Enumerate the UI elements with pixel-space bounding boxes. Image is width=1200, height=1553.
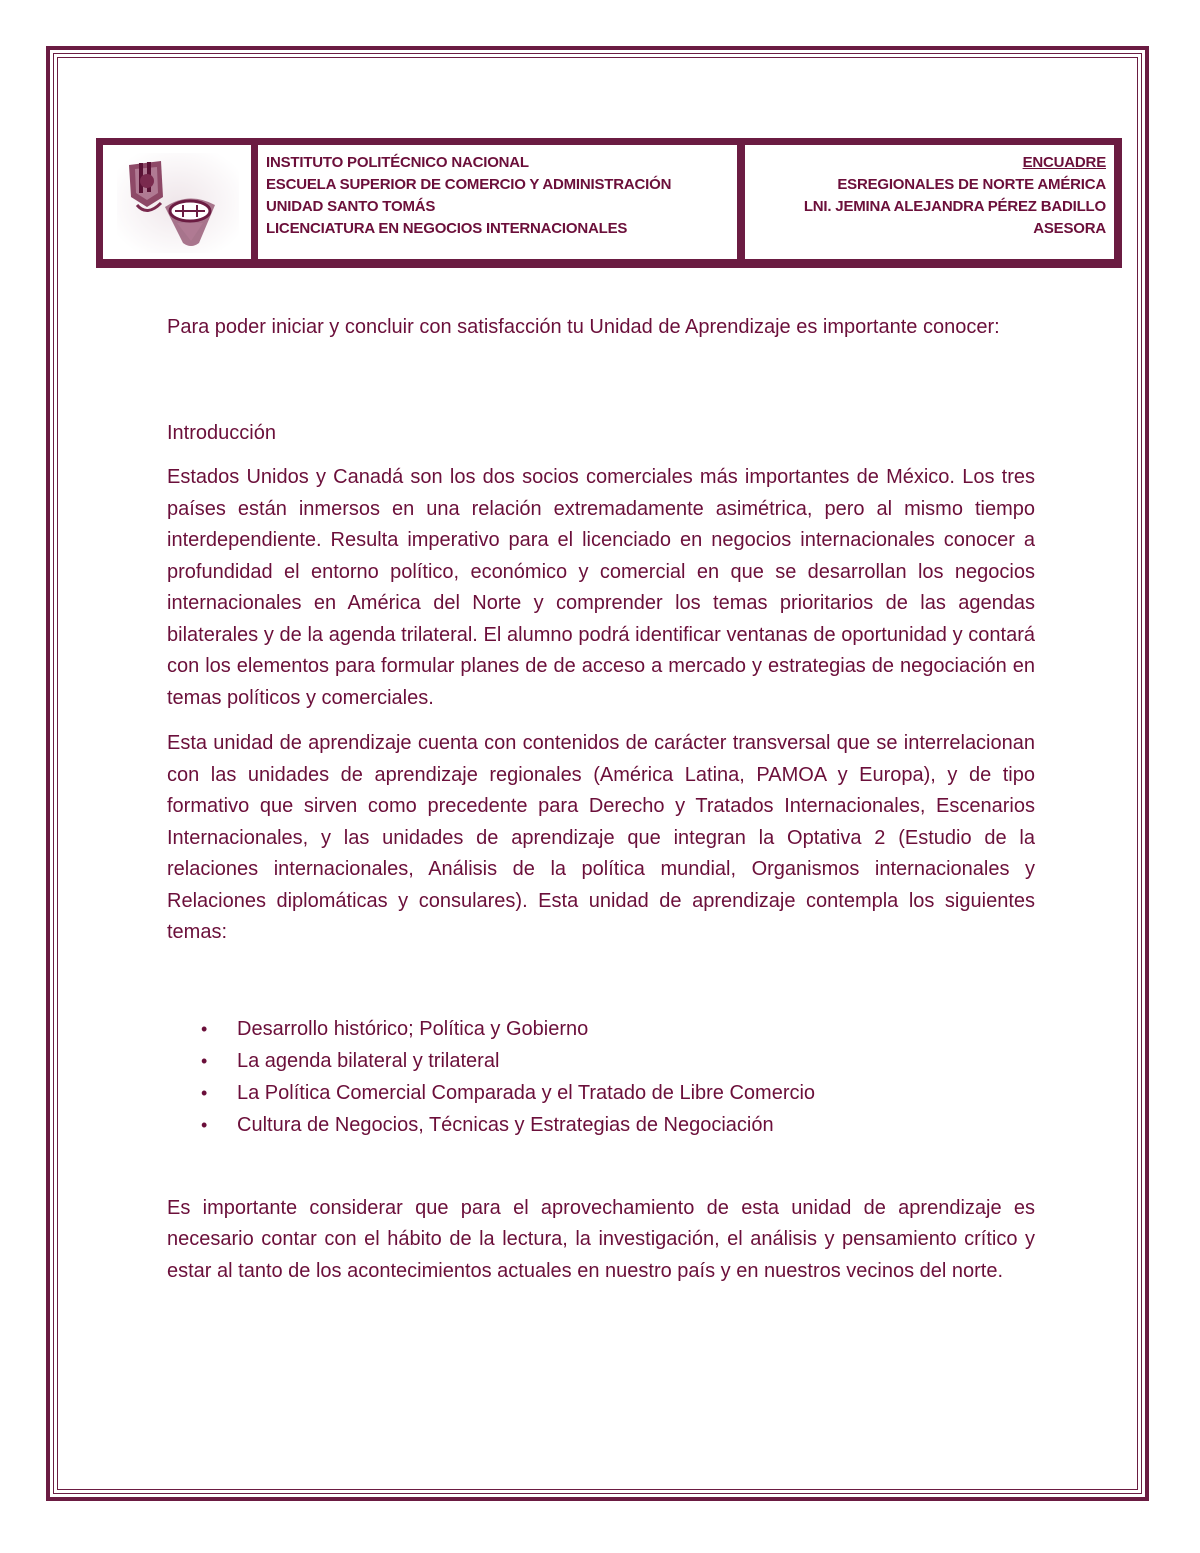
document-info-panel (745, 145, 1114, 259)
intro-paragraph: Para poder iniciar y concluir con satisfacción tu Unidad de Aprendizaje es importante conocer: (167, 316, 1000, 338)
body-paragraph: Estados Unidos y Canadá son los dos socios comerciales más importantes de México. Los tres países están inmersos en una relación extremadamente asimétrica, pero al mismo tiempo interdependiente. Resulta imperativo para el licenciado en negocios internacionales conocer a profundidad el entorno político, económico y comercial en que se desarrollan los negocios internacionales en América del Norte y comprender los temas prioritarios de las agendas bilaterales y de la agenda trilateral. El alumno podrá identificar ventanas de oportunidad y contará con los elementos para formular planes de de acceso a mercado y estrategias de negociación en temas políticos y comerciales. (167, 466, 1035, 709)
bullet-icon: • (201, 1114, 208, 1135)
course-name: ESREGIONALES DE NORTE AMÉRICA (837, 176, 1106, 193)
list-item (201, 1045, 1035, 1077)
bullet-icon: • (201, 1050, 208, 1071)
advisor-role: ASESORA (1033, 220, 1106, 237)
section-title: Introducción (167, 421, 276, 444)
list-item (201, 1013, 1035, 1045)
institution-line: LICENCIATURA EN NEGOCIOS INTERNACIONALES (266, 220, 628, 237)
document-type: ENCUADRE (1022, 154, 1106, 171)
list-item (201, 1109, 1035, 1141)
advisor-name: LNI. JEMINA ALEJANDRA PÉREZ BADILLO (803, 198, 1106, 215)
list-item (201, 1077, 1035, 1109)
institution-line: ESCUELA SUPERIOR DE COMERCIO Y ADMINISTRACIÓN (266, 176, 672, 193)
institution-logo (103, 145, 251, 259)
logo-panel (103, 145, 251, 259)
closing-paragraph: Es importante considerar que para el aprovechamiento de esta unidad de aprendizaje es necesario contar con el hábito de la lectura, la investigación, el análisis y pensamiento crítico y estar al tanto de los acontecimientos actuales en nuestro país y en nuestros vecinos del norte. (167, 1196, 1035, 1282)
institution-line: UNIDAD SANTO TOMÁS (266, 198, 436, 215)
institution-panel (258, 145, 737, 259)
bullet-icon: • (201, 1082, 208, 1103)
list-item-text: Desarrollo histórico; Política y Gobierno (237, 1017, 589, 1040)
bullet-icon: • (201, 1018, 208, 1039)
institution-line: INSTITUTO POLITÉCNICO NACIONAL (266, 154, 529, 171)
list-item-text: La agenda bilateral y trilateral (237, 1049, 500, 1072)
body-paragraph: Esta unidad de aprendizaje cuenta con contenidos de carácter transversal que se interrelacionan con las unidades de aprendizaje regionales (América Latina, PAMOA y Europa), y de tipo formativo que sirven como precedente para Derecho y Tratados Internacionales, Escenarios Internacionales, y las unidades de aprendizaje que integran la Optativa 2 (Estudio de la relaciones internacionales, Análisis de la política mundial, Organismos internacionales y Relaciones diplomáticas y consulares). Esta unidad de aprendizaje contempla los siguientes temas: (167, 732, 1035, 943)
topics-list (167, 1013, 1035, 1141)
list-item-text: Cultura de Negocios, Técnicas y Estrategias de Negociación (237, 1113, 774, 1136)
list-item-text: La Política Comercial Comparada y el Tratado de Libre Comercio (237, 1081, 816, 1104)
document-body (167, 312, 1035, 1287)
